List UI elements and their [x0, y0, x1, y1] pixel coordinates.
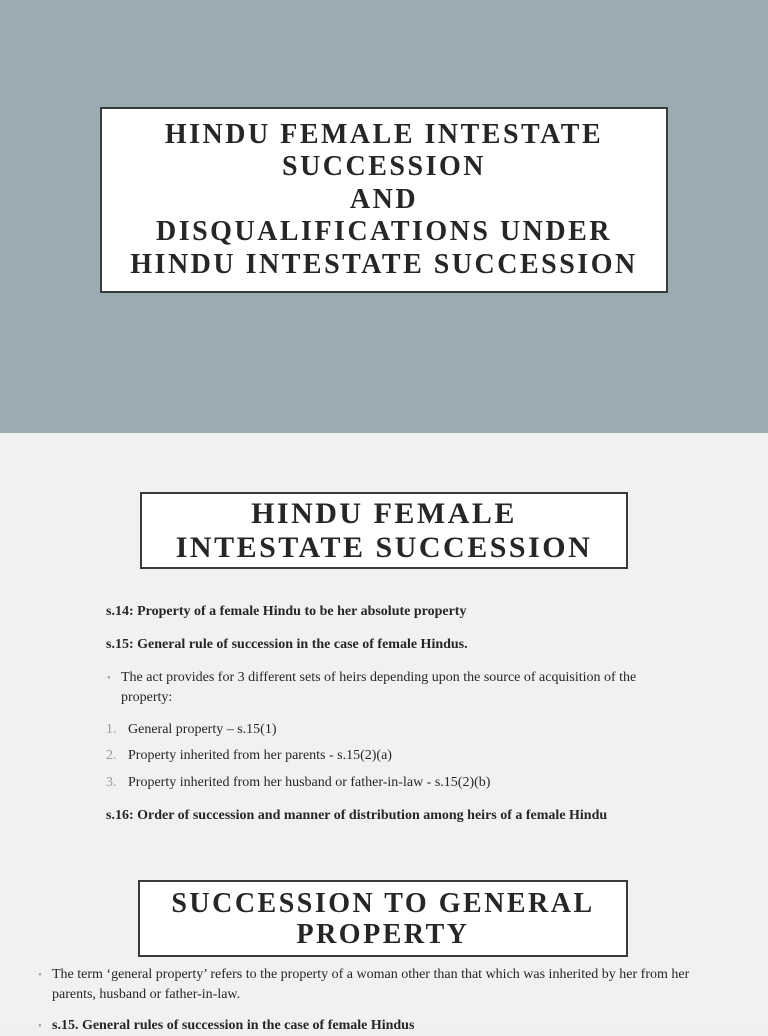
bullet-text-line: property: [121, 690, 173, 705]
section-15-heading: s.15: General rule of succession in the case of female Hindus. [106, 637, 468, 652]
section-15-bullet [38, 1016, 742, 1036]
bullet-text-line: s.15. General rules of succession in the case of female Hindus [52, 1018, 415, 1033]
general-property-slide [0, 866, 768, 1033]
bullet-text-line: The term ‘general property’ refers to the property of a woman other than that which was inherited by her from her [52, 967, 690, 982]
list-number: 1. [106, 722, 117, 737]
heirs-bullet [107, 668, 681, 708]
female-succession-slide [0, 433, 768, 866]
list-item [106, 746, 392, 766]
list-item [106, 720, 277, 740]
list-text: Property inherited from her parents - s.15(2)(a) [128, 748, 392, 763]
list-item [106, 773, 491, 793]
bullet-dot-icon: • [107, 672, 111, 684]
bullet-text-line: The act provides for 3 different sets of heirs depending upon the source of acquisition of the [121, 670, 637, 685]
slide-title-line: PROPERTY [296, 918, 470, 950]
slide-title-box [138, 880, 628, 957]
slide-title-line: INTESTATE SUCCESSION [175, 530, 593, 564]
slide-title-line: HINDU FEMALE [251, 496, 517, 530]
slide-title-box [140, 492, 628, 569]
main-title-line: AND [349, 183, 419, 215]
slide-title-line: SUCCESSION TO GENERAL [171, 887, 595, 919]
main-title-line: HINDU INTESTATE SUCCESSION [130, 248, 638, 280]
title-slide [0, 0, 768, 433]
section-16-heading: s.16: Order of succession and manner of distribution among heirs of a female Hindu [106, 808, 608, 823]
section-14-heading: s.14: Property of a female Hindu to be her absolute property [106, 604, 467, 619]
main-title-box [100, 107, 668, 293]
list-number: 3. [106, 775, 117, 790]
main-title-line: DISQUALIFICATIONS UNDER [155, 216, 613, 248]
list-number: 2. [106, 748, 117, 763]
list-text: General property – s.15(1) [128, 722, 277, 737]
main-title-line: HINDU FEMALE INTESTATE [164, 118, 604, 150]
general-property-bullet [38, 965, 742, 1005]
bullet-dot-icon: • [38, 969, 42, 981]
main-title-line: SUCCESSION [282, 151, 486, 183]
bullet-dot-icon: • [38, 1020, 42, 1032]
list-text: Property inherited from her husband or father-in-law - s.15(2)(b) [128, 775, 491, 790]
bullet-text-line: parents, husband or father-in-law. [52, 987, 241, 1002]
